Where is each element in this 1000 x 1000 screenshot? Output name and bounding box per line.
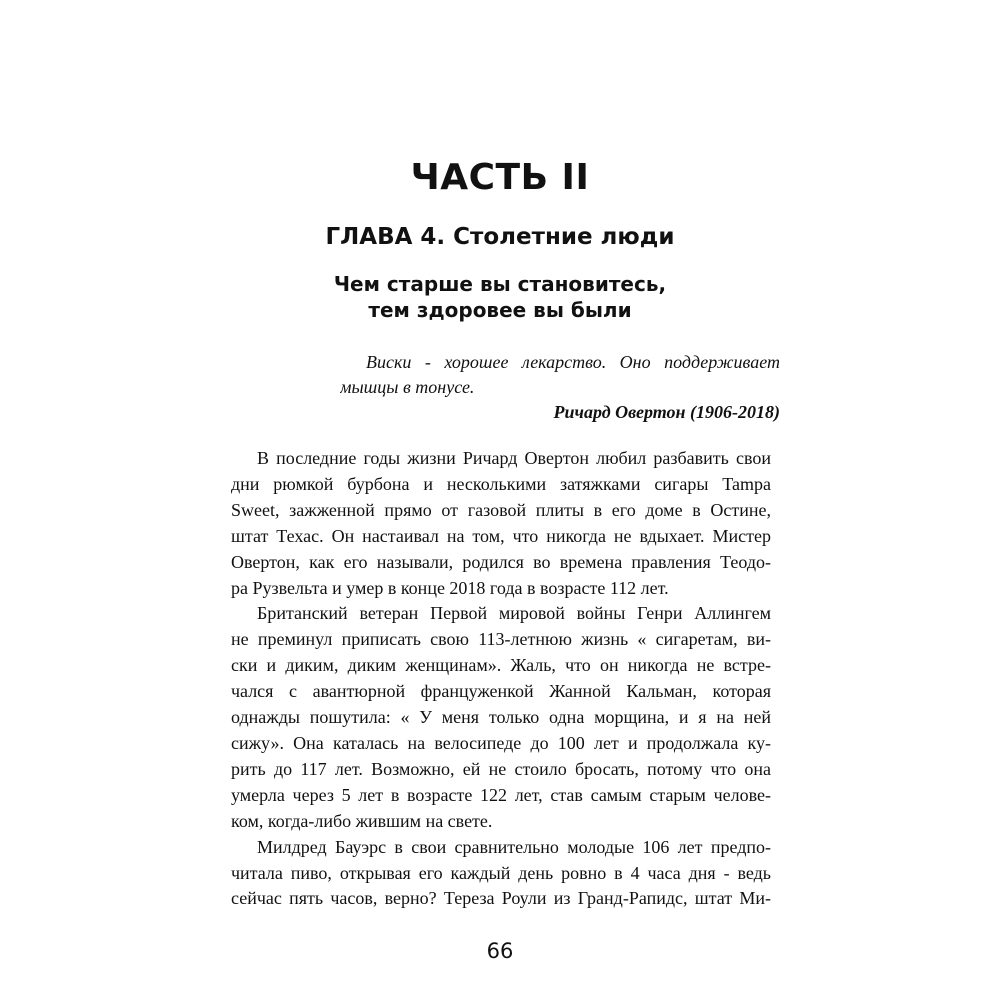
epigraph-author: Ричард Овертон (1906-2018) — [553, 402, 780, 422]
text-line: чался с авантюрной француженкой Жанной Кальман, которая — [231, 681, 771, 702]
text-line: В последние годы жизни Ричард Овертон любил разбавить свои — [257, 448, 771, 468]
text-line: не преминул приписать свою 113-летнюю жизнь « сигаретам, ви- — [231, 629, 771, 650]
text-line: сижу». Она каталась на велосипеде до 100 лет и продолжала ку- — [231, 732, 771, 753]
paragraph — [231, 601, 771, 834]
text-line: ски и диким, диким женщинам». Жаль, что он никогда не встре- — [231, 655, 771, 676]
text-line: сейчас пять часов, верно? Тереза Роули из Гранд-Рапидс, штат Ми- — [231, 888, 771, 909]
epigraph-quote-line: мышцы в тонусе. — [340, 377, 475, 397]
text-line: Овертон, как его называли, родился во времена правления Теодо- — [231, 551, 771, 572]
text-line: ком, когда-либо жившим на свете. — [231, 810, 493, 831]
epigraph — [340, 350, 780, 425]
paragraph — [231, 835, 771, 913]
text-line: дни рюмкой бурбона и несколькими затяжками сигары Tampa — [231, 473, 771, 494]
subtitle-line-1: Чем старше вы становитесь, — [333, 272, 667, 296]
text-line: ра Рузвельта и умер в конце 2018 года в возрасте 112 лет. — [231, 577, 669, 598]
text-line: однажды пошутила: « У меня только одна морщина, и я на ней — [231, 707, 771, 728]
page-number: 66 — [486, 939, 514, 963]
paragraph — [231, 446, 771, 601]
chapter-title: ГЛАВА 4. Столетние люди — [325, 224, 675, 250]
chapter-subtitle — [0, 271, 1000, 323]
text-line: читала пиво, открывая его каждый день ровно в 4 часа дня - ведь — [231, 862, 771, 883]
text-line: Британский ветеран Первой мировой войны Генри Аллингем — [257, 603, 771, 624]
epigraph-quote-line: Виски - хорошее лекарство. Оно поддерживает — [366, 352, 780, 372]
epigraph-quote — [340, 350, 780, 400]
text-line: рить до 117 лет. Возможно, ей не стоило бросать, потому что она — [231, 758, 771, 779]
text-line: штат Техас. Он настаивал на том, что никогда не вдыхает. Мистер — [231, 525, 771, 546]
text-line: умерла через 5 лет в возрасте 122 лет, став самым старым челове- — [231, 784, 771, 805]
subtitle-line-2: тем здоровее вы были — [368, 298, 632, 322]
text-line: Милдред Бауэрс в свои сравнительно молодые 106 лет предпо- — [257, 836, 771, 857]
body-text — [231, 446, 771, 912]
part-title: ЧАСТЬ II — [410, 157, 590, 198]
text-line: Sweet, зажженной прямо от газовой плиты в его доме в Остине, — [231, 499, 771, 520]
